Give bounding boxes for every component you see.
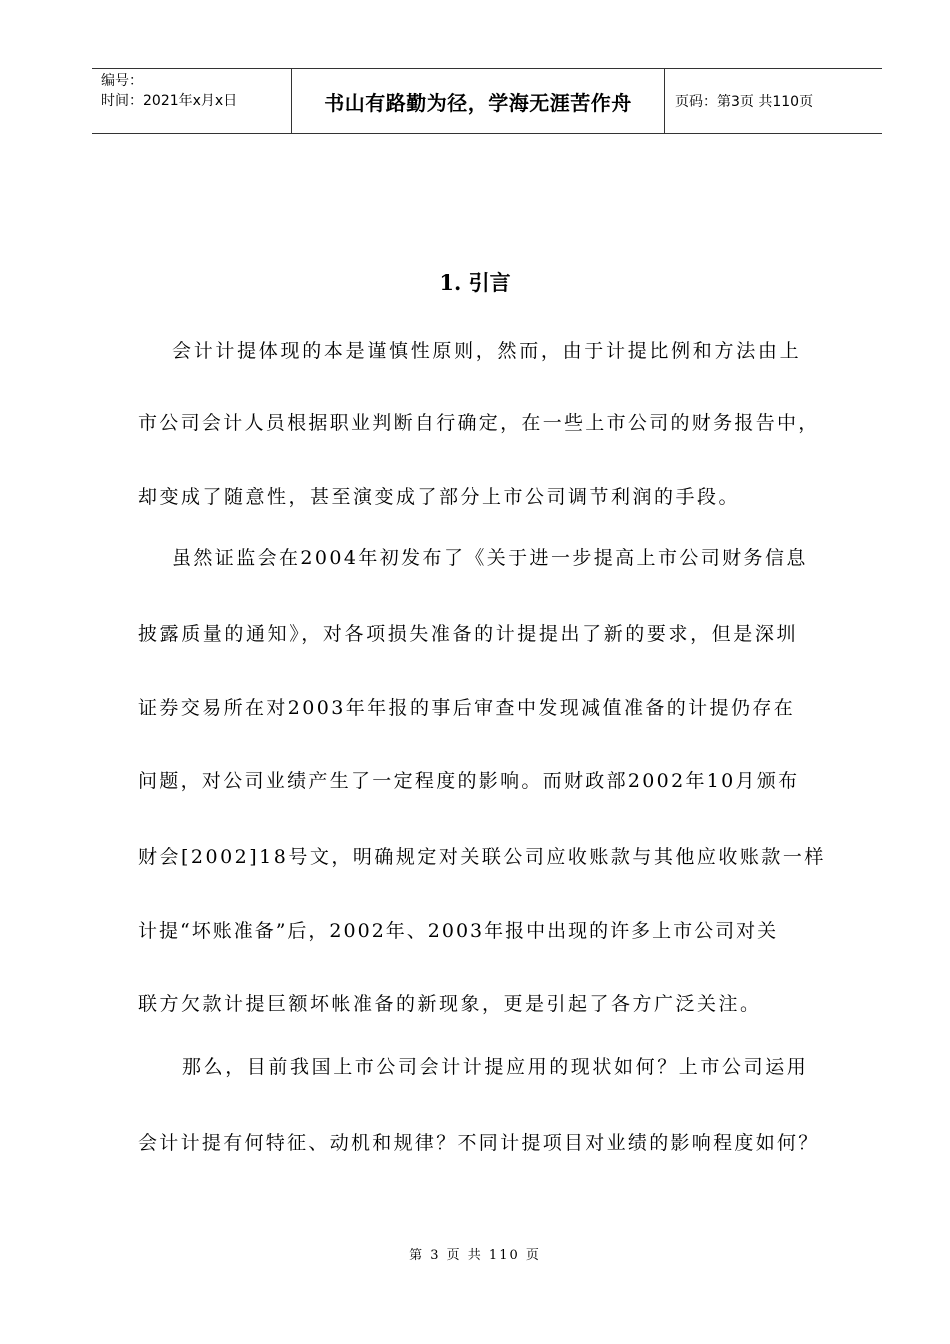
body-line: 会计计提有何特征、动机和规律？不同计提项目对业绩的影响程度如何？	[138, 1132, 820, 1154]
header-motto: 书山有路勤为径，学海无涯苦作舟	[292, 69, 665, 133]
header-time-label: 时间：2021年x月x日	[101, 93, 238, 109]
body-line: 联方欠款计提巨额坏帐准备的新现象，更是引起了各方广泛关注。	[138, 993, 762, 1015]
body-line: 证券交易所在对2003年年报的事后审查中发现减值准备的计提仍存在	[138, 697, 796, 719]
page-footer: 第 3 页 共 110 页	[409, 1248, 541, 1263]
body-line: 那么，目前我国上市公司会计计提应用的现状如何？上市公司运用	[182, 1056, 809, 1078]
header-number-label: 编号：	[101, 73, 143, 89]
body-line: 问题，对公司业绩产生了一定程度的影响。而财政部2002年10月颁布	[138, 770, 800, 792]
body-line: 却变成了随意性，甚至演变成了部分上市公司调节利润的手段。	[138, 486, 741, 508]
section-heading: 1. 引言	[439, 270, 511, 295]
body-line: 财会[2002]18号文，明确规定对关联公司应收账款与其他应收账款一样	[138, 846, 826, 868]
body-line: 计提“坏账准备”后，2002年、2003年报中出现的许多上市公司对关	[138, 920, 779, 942]
header-meta	[92, 69, 292, 133]
document-header	[92, 68, 882, 134]
body-line: 披露质量的通知》，对各项损失准备的计提提出了新的要求，但是深圳	[138, 623, 799, 645]
body-line: 虽然证监会在2004年初发布了《关于进一步提高上市公司财务信息	[172, 547, 808, 569]
header-page-info: 页码：第3页 共110页	[675, 94, 814, 110]
body-line: 市公司会计人员根据职业判断自行确定，在一些上市公司的财务报告中，	[138, 412, 820, 434]
body-line: 会计计提体现的本是谨慎性原则，然而，由于计提比例和方法由上	[172, 340, 802, 362]
